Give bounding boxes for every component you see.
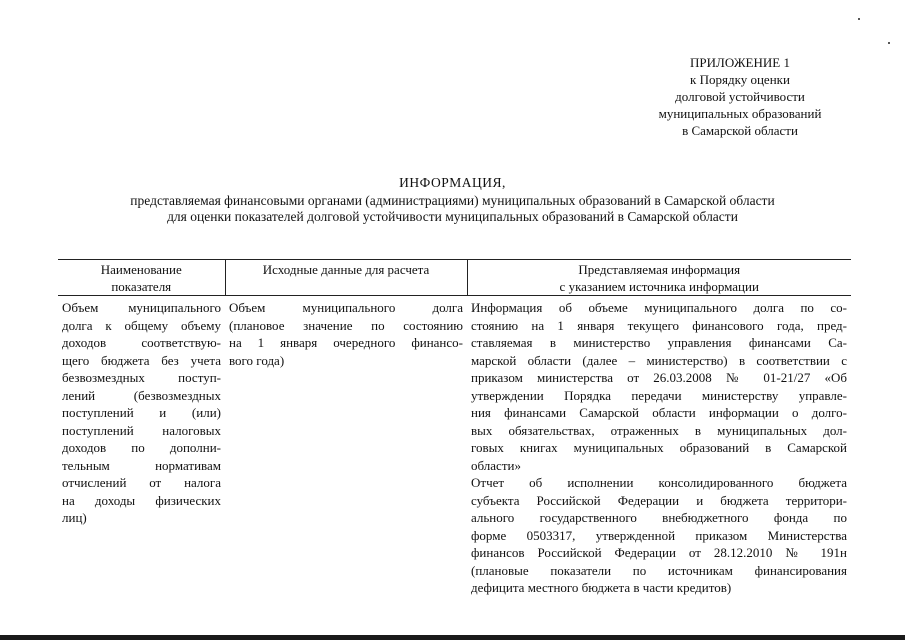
cell-indicator-name: Объем муниципального долга к общему объему доходов соответствую- щего бюджета без учета безвозмездных поступ- лений (безвозмездных поступлений и (или) поступлений налоговых доходов по дополни- тельным нормативам отчислений от налога на доходы физических лиц) [62, 300, 221, 525]
scan-speck [858, 18, 860, 20]
document-subtitle-line-2: для оценки показателей долговой устойчивости муниципальных образований в Самарской области [167, 209, 738, 224]
header-provided-info: Представляемая информация с указанием источника информации [467, 260, 851, 296]
document-subtitle-line-1: представляемая финансовыми органами (администрациями) муниципальных образований в Самарской области [130, 193, 775, 208]
cell-provided-info [467, 296, 851, 597]
header-source-data: Исходные данные для расчета [225, 260, 467, 296]
table-row [58, 296, 851, 597]
cell-source-data: Объем муниципального долга (плановое значение по состоянию на 1 января очередного финансо- вого года) [229, 300, 463, 368]
appendix-line: долговой устойчивости [675, 89, 805, 104]
appendix-header [600, 54, 880, 139]
information-table [58, 259, 851, 597]
info-paragraph-debt-volume: Информация об объеме муниципального долга по со- стоянию на 1 января текущего финансового года, пред- ставляемая в министерство управления финансами Са- марской области (далее – министерство) в соответствии с приказом министерства от 26.03.2008 № 01-21/27 «Об утверждении Порядка передачи министерству управле- ния финансами Самарской области информации о долго- вых обязательствах, отраженных в муниципальных дол- говых книгах муниципальных образований в Самарской области» [471, 300, 847, 473]
document-title: ИНФОРМАЦИЯ, [399, 175, 506, 190]
appendix-line: ПРИЛОЖЕНИЕ 1 [690, 55, 790, 70]
appendix-line: муниципальных образований [658, 106, 822, 121]
info-paragraph-budget-report: Отчет об исполнении консолидированного бюджета субъекта Российской Федерации и бюджета территори- ального государственного внебюджетного фонда по форме 0503317, утвержденной приказом Министерства финансов Российской Федерации от 28.12.2010 № 191н (плановые показатели по источникам финансирования дефицита местного бюджета в части кредитов) [471, 475, 847, 595]
header-indicator-name: Наименование показателя [58, 260, 225, 296]
scan-speck [888, 42, 890, 44]
scan-page-edge [0, 635, 905, 640]
appendix-line: в Самарской области [682, 123, 798, 138]
table-header-row [58, 260, 851, 296]
appendix-line: к Порядку оценки [690, 72, 790, 87]
